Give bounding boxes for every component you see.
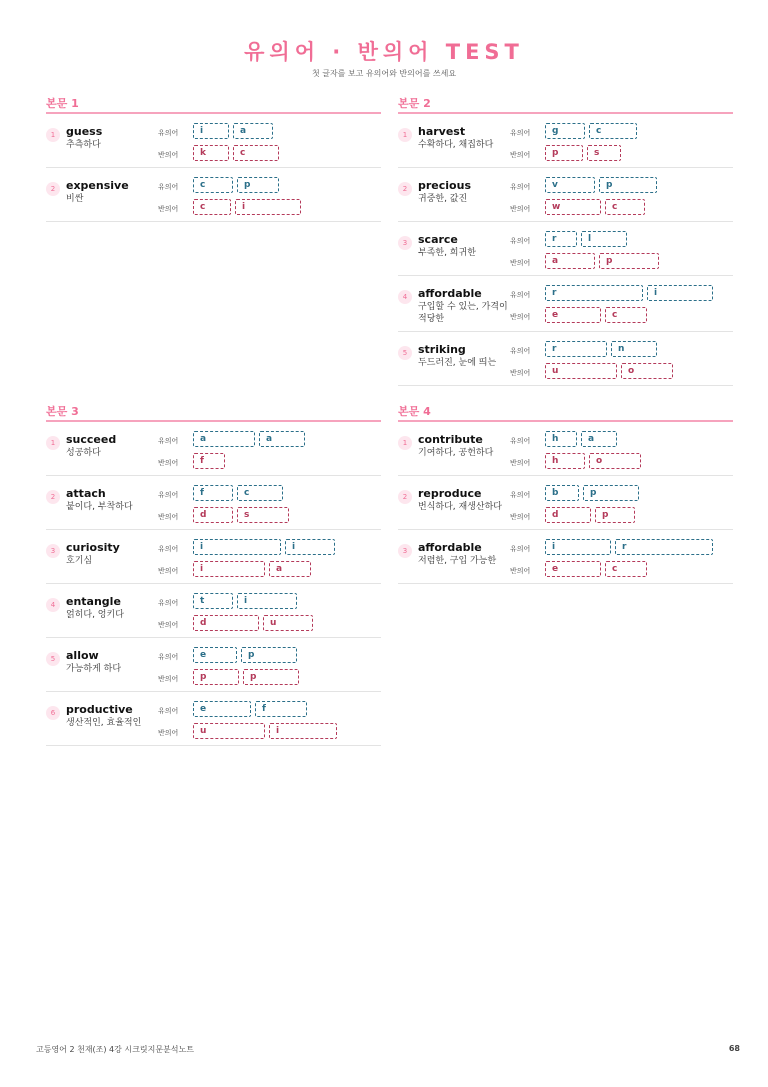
- synonym-label: 유의어: [510, 491, 531, 499]
- vocab-meaning: 성공하다: [66, 448, 101, 458]
- synonym-label: 유의어: [510, 347, 531, 355]
- synonym-answer-box[interactable]: p: [241, 647, 297, 663]
- antonym-label: 반의어: [510, 567, 531, 575]
- vocab-word: attach: [66, 487, 106, 500]
- antonym-answer-box[interactable]: u: [193, 723, 265, 739]
- synonym-answer-box[interactable]: a: [233, 123, 273, 139]
- synonym-answer-box[interactable]: r: [545, 231, 577, 247]
- vocab-item: [46, 422, 381, 476]
- antonym-label: 반의어: [510, 313, 531, 321]
- synonym-answer-box[interactable]: t: [193, 593, 233, 609]
- item-number-badge: 4: [46, 598, 60, 612]
- synonym-answer-box[interactable]: f: [193, 485, 233, 501]
- synonym-answer-box[interactable]: c: [589, 123, 637, 139]
- antonym-answer-box[interactable]: s: [237, 507, 289, 523]
- section-4: [398, 403, 733, 584]
- vocab-item: [46, 638, 381, 692]
- section-title: 본문 4: [398, 403, 733, 422]
- vocab-meaning: 저렴한, 구입 가능한: [418, 556, 497, 566]
- item-number-badge: 2: [398, 182, 412, 196]
- synonym-answer-box[interactable]: r: [615, 539, 713, 555]
- item-number-badge: 6: [46, 706, 60, 720]
- antonym-label: 반의어: [510, 205, 531, 213]
- vocab-item: [398, 476, 733, 530]
- synonym-label: 유의어: [158, 707, 179, 715]
- section-title: 본문 2: [398, 95, 733, 114]
- antonym-answer-box[interactable]: k: [193, 145, 229, 161]
- antonym-answer-box[interactable]: c: [605, 561, 647, 577]
- antonym-answer-box[interactable]: d: [545, 507, 591, 523]
- item-number-badge: 3: [398, 544, 412, 558]
- vocab-item: [398, 168, 733, 222]
- vocab-word: contribute: [418, 433, 483, 446]
- antonym-answer-box[interactable]: u: [263, 615, 313, 631]
- synonym-label: 유의어: [158, 129, 179, 137]
- antonym-label: 반의어: [510, 259, 531, 267]
- antonym-answer-box[interactable]: e: [545, 561, 601, 577]
- antonym-answer-box[interactable]: e: [545, 307, 601, 323]
- vocab-word: affordable: [418, 287, 482, 300]
- synonym-label: 유의어: [158, 491, 179, 499]
- vocab-meaning: 부족한, 희귀한: [418, 248, 476, 258]
- antonym-label: 반의어: [510, 151, 531, 159]
- vocab-meaning: 구입할 수 있는, 가격이 적당한: [418, 302, 508, 324]
- antonym-answer-box[interactable]: c: [193, 199, 231, 215]
- vocab-word: reproduce: [418, 487, 482, 500]
- antonym-answer-box[interactable]: c: [605, 307, 647, 323]
- antonym-answer-box[interactable]: o: [589, 453, 641, 469]
- synonym-answer-box[interactable]: p: [583, 485, 639, 501]
- item-number-badge: 1: [398, 436, 412, 450]
- synonym-answer-box[interactable]: f: [255, 701, 307, 717]
- antonym-answer-box[interactable]: a: [269, 561, 311, 577]
- vocab-word: curiosity: [66, 541, 120, 554]
- vocab-item: [398, 422, 733, 476]
- vocab-item: [46, 530, 381, 584]
- synonym-label: 유의어: [510, 437, 531, 445]
- item-number-badge: 3: [46, 544, 60, 558]
- synonym-label: 유의어: [158, 599, 179, 607]
- synonym-label: 유의어: [510, 545, 531, 553]
- synonym-answer-box[interactable]: r: [545, 341, 607, 357]
- synonym-answer-box[interactable]: i: [237, 593, 297, 609]
- section-2: [398, 95, 733, 386]
- vocab-item: [46, 476, 381, 530]
- synonym-answer-box[interactable]: i: [545, 539, 611, 555]
- antonym-answer-box[interactable]: u: [545, 363, 617, 379]
- antonym-answer-box[interactable]: o: [621, 363, 673, 379]
- vocab-item: [398, 114, 733, 168]
- antonym-answer-box[interactable]: c: [605, 199, 645, 215]
- antonym-answer-box[interactable]: d: [193, 507, 233, 523]
- item-number-badge: 5: [46, 652, 60, 666]
- page-number: 68: [728, 1044, 740, 1053]
- synonym-label: 유의어: [510, 237, 531, 245]
- antonym-label: 반의어: [158, 675, 179, 683]
- synonym-answer-box[interactable]: i: [193, 123, 229, 139]
- synonym-label: 유의어: [158, 183, 179, 191]
- item-number-badge: 3: [398, 236, 412, 250]
- synonym-label: 유의어: [510, 291, 531, 299]
- vocab-item: [398, 276, 733, 332]
- vocab-item: [46, 168, 381, 222]
- synonym-answer-box[interactable]: h: [545, 431, 577, 447]
- synonym-answer-box[interactable]: e: [193, 647, 237, 663]
- antonym-label: 반의어: [158, 151, 179, 159]
- synonym-answer-box[interactable]: a: [581, 431, 617, 447]
- synonym-answer-box[interactable]: i: [647, 285, 713, 301]
- vocab-meaning: 얽히다, 엉키다: [66, 610, 124, 620]
- vocab-meaning: 기여하다, 공헌하다: [418, 448, 494, 458]
- synonym-answer-box[interactable]: c: [193, 177, 233, 193]
- antonym-label: 반의어: [158, 567, 179, 575]
- vocab-word: scarce: [418, 233, 458, 246]
- section-title: 본문 1: [46, 95, 381, 114]
- synonym-answer-box[interactable]: p: [599, 177, 657, 193]
- antonym-answer-box[interactable]: i: [235, 199, 301, 215]
- antonym-answer-box[interactable]: c: [233, 145, 279, 161]
- antonym-answer-box[interactable]: d: [193, 615, 259, 631]
- vocab-word: harvest: [418, 125, 466, 138]
- vocab-word: productive: [66, 703, 133, 716]
- antonym-label: 반의어: [158, 205, 179, 213]
- section-title: 본문 3: [46, 403, 381, 422]
- item-number-badge: 1: [46, 128, 60, 142]
- synonym-answer-box[interactable]: g: [545, 123, 585, 139]
- vocab-item: [46, 584, 381, 638]
- vocab-meaning: 가능하게 하다: [66, 664, 122, 674]
- vocab-meaning: 호기심: [66, 556, 93, 566]
- antonym-answer-box[interactable]: a: [545, 253, 595, 269]
- vocab-meaning: 번식하다, 재생산하다: [418, 502, 502, 512]
- vocab-meaning: 수확하다, 채집하다: [418, 140, 494, 150]
- vocab-word: succeed: [66, 433, 117, 446]
- antonym-answer-box[interactable]: i: [193, 561, 265, 577]
- vocab-item: [46, 114, 381, 168]
- antonym-answer-box[interactable]: p: [599, 253, 659, 269]
- antonym-answer-box[interactable]: p: [545, 145, 583, 161]
- page-title: 유의어 · 반의어 TEST: [244, 40, 524, 64]
- antonym-label: 반의어: [158, 459, 179, 467]
- antonym-answer-box[interactable]: p: [595, 507, 635, 523]
- vocab-meaning: 귀중한, 값진: [418, 194, 468, 204]
- item-number-badge: 4: [398, 290, 412, 304]
- synonym-label: 유의어: [510, 183, 531, 191]
- synonym-answer-box[interactable]: c: [237, 485, 283, 501]
- item-number-badge: 1: [398, 128, 412, 142]
- synonym-answer-box[interactable]: i: [285, 539, 335, 555]
- antonym-answer-box[interactable]: p: [193, 669, 239, 685]
- antonym-answer-box[interactable]: w: [545, 199, 601, 215]
- vocab-meaning: 붙이다, 부착하다: [66, 502, 133, 512]
- synonym-label: 유의어: [158, 653, 179, 661]
- synonym-answer-box[interactable]: n: [611, 341, 657, 357]
- section-3: [46, 403, 381, 746]
- item-number-badge: 2: [398, 490, 412, 504]
- vocab-word: affordable: [418, 541, 482, 554]
- synonym-answer-box[interactable]: p: [237, 177, 279, 193]
- synonym-answer-box[interactable]: a: [193, 431, 255, 447]
- antonym-label: 반의어: [158, 729, 179, 737]
- item-number-badge: 2: [46, 490, 60, 504]
- section-1: [46, 95, 381, 222]
- item-number-badge: 2: [46, 182, 60, 196]
- synonym-label: 유의어: [158, 545, 179, 553]
- antonym-label: 반의어: [158, 513, 179, 521]
- vocab-meaning: 비싼: [66, 194, 84, 204]
- vocab-word: entangle: [66, 595, 121, 608]
- synonym-answer-box[interactable]: a: [259, 431, 305, 447]
- vocab-word: striking: [418, 343, 466, 356]
- synonym-label: 유의어: [510, 129, 531, 137]
- vocab-item: [46, 692, 381, 746]
- antonym-answer-box[interactable]: f: [193, 453, 225, 469]
- antonym-answer-box[interactable]: h: [545, 453, 585, 469]
- synonym-answer-box[interactable]: i: [193, 539, 281, 555]
- synonym-answer-box[interactable]: e: [193, 701, 251, 717]
- page-subtitle: 첫 글자를 보고 유의어와 반의어를 쓰세요: [311, 69, 457, 78]
- synonym-answer-box[interactable]: r: [545, 285, 643, 301]
- vocab-word: expensive: [66, 179, 129, 192]
- vocab-meaning: 추측하다: [66, 140, 101, 150]
- synonym-answer-box[interactable]: l: [581, 231, 627, 247]
- vocab-meaning: 두드러진, 눈에 띄는: [418, 358, 497, 368]
- vocab-word: allow: [66, 649, 99, 662]
- antonym-label: 반의어: [510, 513, 531, 521]
- vocab-word: precious: [418, 179, 471, 192]
- footer-book-title: 고등영어 2 천재(조) 4강 시크릿지문분석노트: [36, 1045, 194, 1054]
- antonym-label: 반의어: [158, 621, 179, 629]
- antonym-label: 반의어: [510, 459, 531, 467]
- vocab-item: [398, 530, 733, 584]
- vocab-item: [398, 222, 733, 276]
- antonym-label: 반의어: [510, 369, 531, 377]
- item-number-badge: 1: [46, 436, 60, 450]
- synonym-label: 유의어: [158, 437, 179, 445]
- synonym-answer-box[interactable]: v: [545, 177, 595, 193]
- vocab-item: [398, 332, 733, 386]
- item-number-badge: 5: [398, 346, 412, 360]
- vocab-word: guess: [66, 125, 103, 138]
- antonym-answer-box[interactable]: s: [587, 145, 621, 161]
- vocab-meaning: 생산적인, 효율적인: [66, 718, 142, 728]
- synonym-answer-box[interactable]: b: [545, 485, 579, 501]
- antonym-answer-box[interactable]: i: [269, 723, 337, 739]
- antonym-answer-box[interactable]: p: [243, 669, 299, 685]
